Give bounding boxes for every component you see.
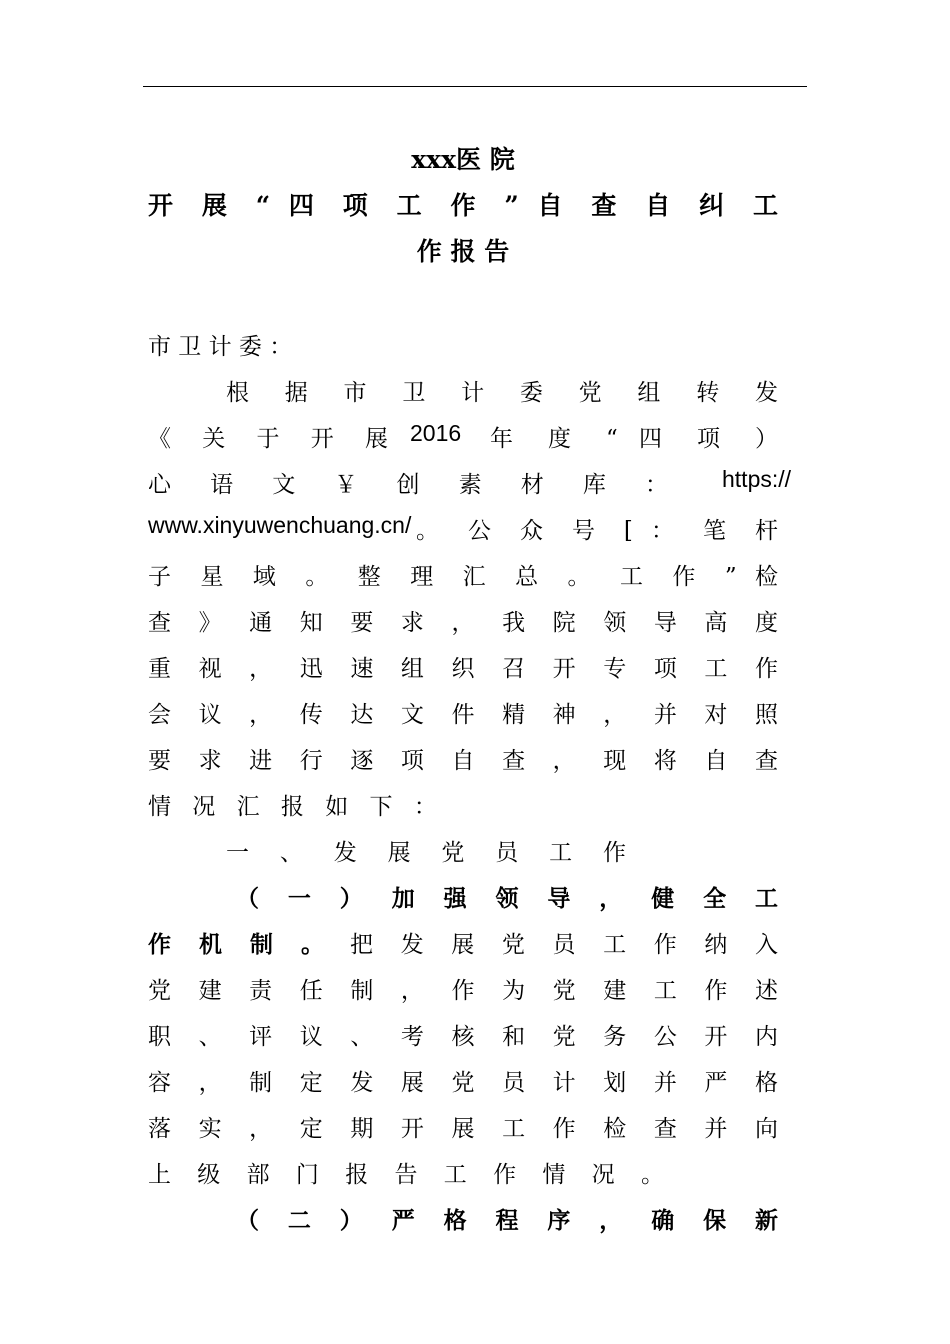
header-rule: [143, 86, 807, 87]
text-segment: 心 语 文 ￥ 创 素 材 库 ：: [148, 472, 668, 498]
text-segment: 《 关 于 开 展: [148, 426, 388, 452]
url-part-2[interactable]: www.xinyuwenchuang.cn/: [148, 512, 412, 538]
text-segment: 把 发 展 党 员 工 作 纳 入: [350, 932, 778, 958]
subsection-heading-1: （ 一 ） 加 强 领 导 ， 健 全 工: [236, 885, 778, 912]
section-heading-1: 一 、 发 展 党 员 工 作: [226, 840, 626, 866]
text-segment: 。 公 众 号 [ ： 笔 杆: [416, 518, 778, 544]
paragraph-line: 查 》 通 知 要 求 ， 我 院 领 导 高 度: [148, 610, 778, 636]
subsection-heading-2: （ 二 ） 严 格 程 序 ， 确 保 新: [236, 1207, 778, 1234]
paragraph-line: 落 实 ， 定 期 开 展 工 作 检 查 并 向: [148, 1116, 778, 1142]
paragraph-line: 党 建 责 任 制 ， 作 为 党 建 工 作 述: [148, 978, 778, 1004]
bold-lead: 作 机 制 。: [148, 931, 324, 958]
url-part-1[interactable]: https://: [722, 466, 792, 492]
paragraph-line: 容 ， 制 定 发 展 党 员 计 划 并 严 格: [148, 1070, 778, 1096]
title-hospital: xxx医 院: [411, 145, 515, 174]
title-main: 开 展 “ 四 项 工 作 ” 自 查 自 纠 工: [148, 191, 778, 220]
paragraph-line: 要 求 进 行 逐 项 自 查 ， 现 将 自 查: [148, 748, 778, 774]
year-text: 2016: [410, 420, 462, 446]
paragraph-line: 情 况 汇 报 如 下 ：: [148, 794, 437, 820]
paragraph-line: 子 星 域 。 整 理 汇 总 。 工 作 ” 检: [148, 564, 778, 590]
paragraph-line: 会 议 ， 传 达 文 件 精 神 ， 并 对 照: [148, 702, 778, 728]
paragraph-line: 重 视 ， 迅 速 组 织 召 开 专 项 工 作: [148, 656, 778, 682]
text-segment: 年 度 “ 四 项 ）: [490, 426, 778, 452]
salutation: 市 卫 计 委 ：: [148, 334, 293, 360]
paragraph-line: 职 、 评 议 、 考 核 和 党 务 公 开 内: [148, 1024, 778, 1050]
paragraph-line: 上 级 部 门 报 告 工 作 情 况 。: [148, 1162, 664, 1188]
title-report: 作 报 告: [416, 237, 510, 266]
paragraph-line: 根 据 市 卫 计 委 党 组 转 发: [226, 380, 778, 406]
